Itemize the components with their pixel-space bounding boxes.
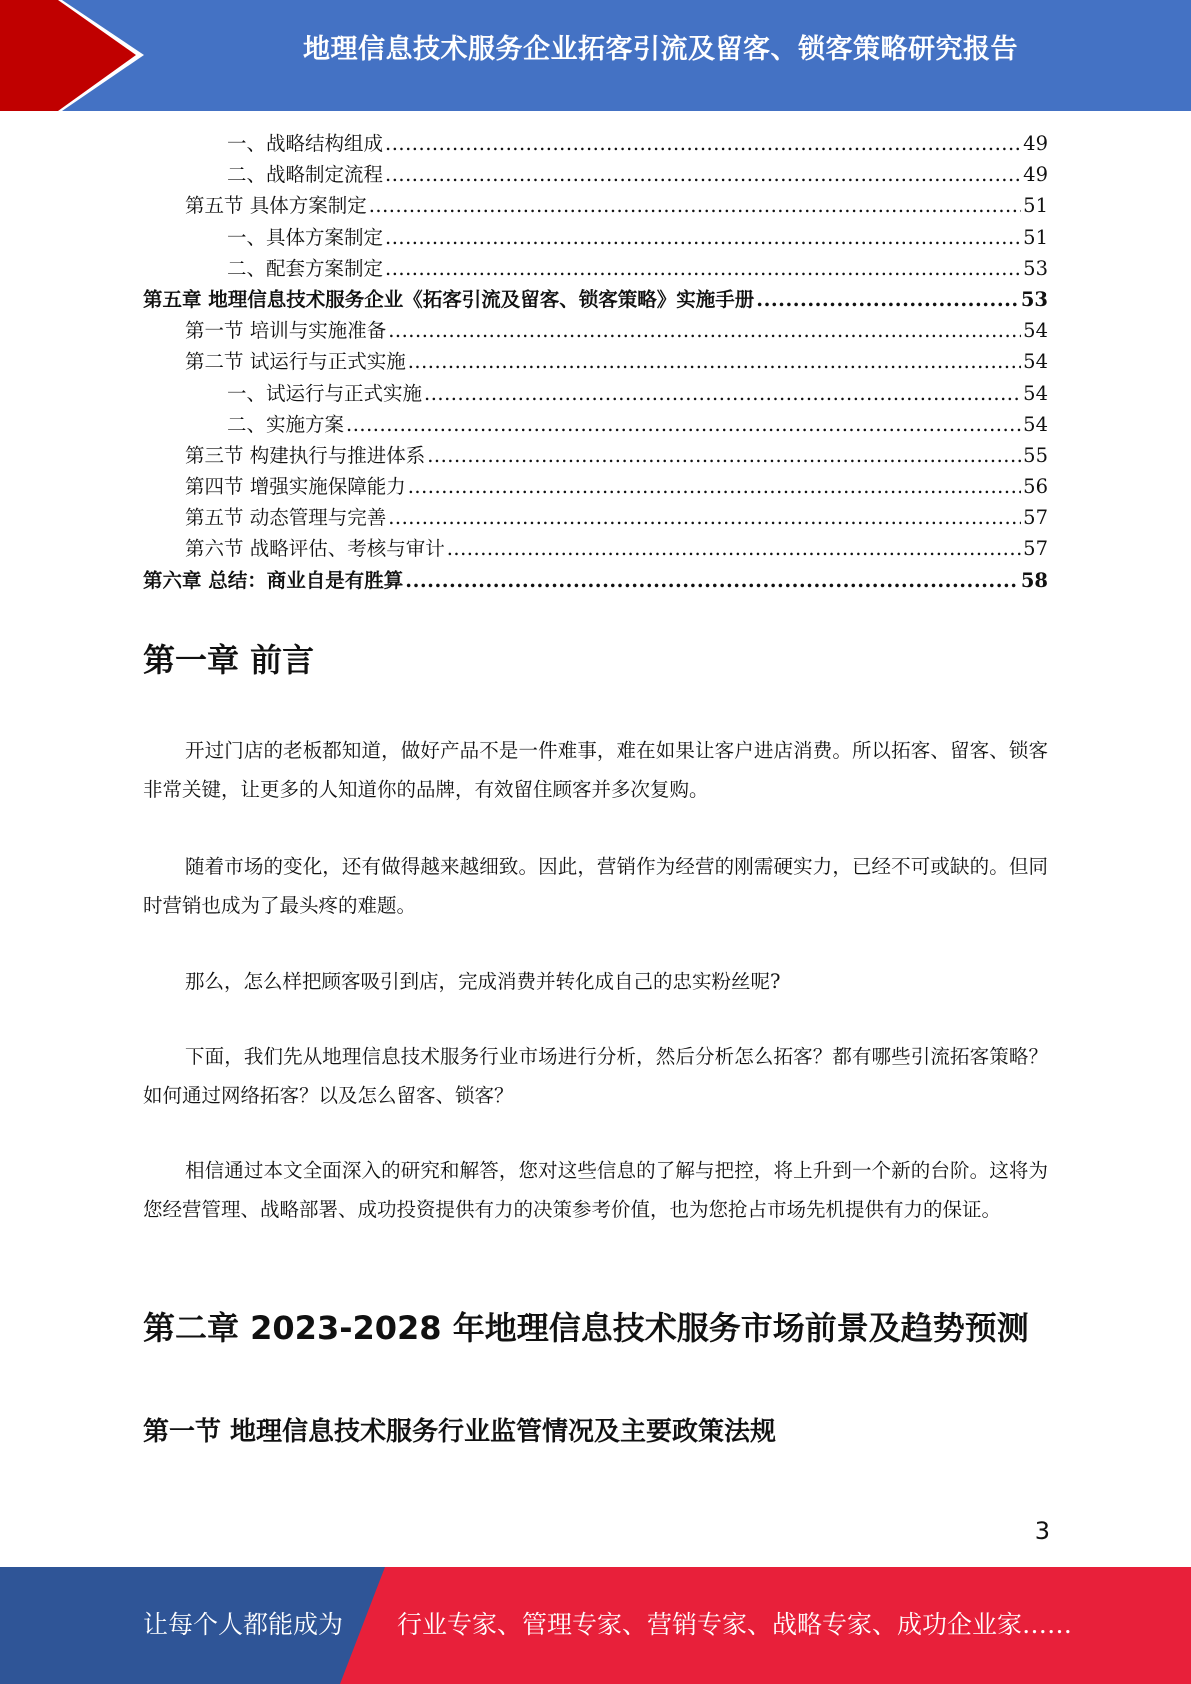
toc-entry[interactable]	[143, 440, 1048, 471]
toc-entry-page: 51	[1023, 225, 1048, 249]
page-footer	[0, 1567, 1191, 1684]
chapter-1-paragraph: 下面，我们先从地理信息技术服务行业市场进行分析，然后分析怎么拓客？都有哪些引流拓客策略？如何通过网络拓客？以及怎么留客、锁客？	[143, 1045, 1048, 1107]
toc-leader-dots	[756, 284, 1019, 315]
toc-entry-page: 51	[1023, 194, 1048, 218]
toc-leader-dots	[385, 128, 1021, 159]
footer-slogan-left: 让每个人都能成为	[143, 1610, 344, 1639]
toc-entry[interactable]	[143, 502, 1048, 533]
toc-entry-page: 54	[1023, 412, 1048, 436]
table-of-contents	[143, 128, 1048, 596]
toc-entry-title: 第六章 总结：商业自是有胜算	[143, 568, 404, 592]
toc-entry[interactable]	[143, 128, 1048, 159]
toc-entry-title: 第一节 培训与实施准备	[185, 319, 387, 343]
toc-entry[interactable]	[143, 565, 1048, 596]
toc-entry-title: 二、战略制定流程	[227, 163, 384, 187]
chapter-1-paragraph: 随着市场的变化，还有做得越来越细致。因此，营销作为经营的刚需硬实力，已经不可或缺的。但同时营销也成为了最头疼的难题。	[143, 855, 1048, 917]
toc-leader-dots	[447, 533, 1021, 564]
toc-entry-page: 54	[1023, 381, 1048, 405]
toc-leader-dots	[424, 378, 1021, 409]
toc-entry-page: 58	[1020, 568, 1048, 592]
toc-leader-dots	[427, 440, 1021, 471]
chapter-1-paragraph: 开过门店的老板都知道，做好产品不是一件难事，难在如果让客户进店消费。所以拓客、留客、锁客非常关键，让更多的人知道你的品牌，有效留住顾客并多次复购。	[143, 739, 1048, 801]
toc-leader-dots	[405, 565, 1019, 596]
page-header	[0, 0, 1191, 111]
toc-leader-dots	[408, 471, 1021, 502]
toc-leader-dots	[369, 190, 1021, 221]
toc-entry-title: 第五章 地理信息技术服务企业《拓客引流及留客、锁客策略》实施手册	[143, 287, 755, 311]
toc-entry-page: 55	[1023, 443, 1048, 467]
chapter-1-paragraph: 那么，怎么样把顾客吸引到店，完成消费并转化成自己的忠实粉丝呢?	[185, 970, 781, 993]
toc-leader-dots	[385, 159, 1021, 190]
toc-entry-page: 53	[1020, 287, 1048, 311]
toc-entry[interactable]	[143, 222, 1048, 253]
chapter-1-heading: 第一章 前言	[143, 641, 315, 679]
toc-entry-title: 二、实施方案	[227, 412, 345, 436]
toc-entry-title: 第六节 战略评估、考核与审计	[185, 537, 445, 561]
toc-entry[interactable]	[143, 253, 1048, 284]
toc-entry-page: 57	[1023, 506, 1048, 530]
toc-entry-title: 第二节 试运行与正式实施	[185, 350, 406, 374]
toc-entry-page: 53	[1023, 256, 1048, 280]
section-heading: 第一节 地理信息技术服务行业监管情况及主要政策法规	[143, 1417, 777, 1447]
toc-entry-page: 56	[1023, 475, 1048, 499]
toc-leader-dots	[388, 315, 1021, 346]
toc-entry[interactable]	[143, 378, 1048, 409]
toc-entry-title: 一、具体方案制定	[227, 225, 384, 249]
toc-entry-title: 一、战略结构组成	[227, 132, 384, 155]
chapter-2-heading: 第二章 2023-2028 年地理信息技术服务市场前景及趋势预测	[143, 1309, 1029, 1347]
toc-leader-dots	[385, 222, 1021, 253]
toc-leader-dots	[346, 409, 1021, 440]
toc-entry[interactable]	[143, 346, 1048, 377]
toc-entry-title: 第四节 增强实施保障能力	[185, 475, 406, 499]
toc-entry[interactable]	[143, 159, 1048, 190]
toc-entry-page: 54	[1023, 319, 1048, 343]
toc-entry-page: 49	[1023, 163, 1048, 187]
toc-entry-title: 第五节 动态管理与完善	[185, 506, 387, 530]
toc-entry-title: 第五节 具体方案制定	[185, 194, 367, 218]
toc-entry-page: 57	[1023, 537, 1048, 561]
toc-entry[interactable]	[143, 190, 1048, 221]
toc-leader-dots	[408, 346, 1021, 377]
toc-entry-page: 54	[1023, 350, 1048, 374]
toc-entry[interactable]	[143, 409, 1048, 440]
toc-entry[interactable]	[143, 284, 1048, 315]
toc-leader-dots	[385, 253, 1021, 284]
report-title: 地理信息技术服务企业拓客引流及留客、锁客策略研究报告	[303, 34, 1018, 65]
footer-slogan-right: 行业专家、管理专家、营销专家、战略专家、成功企业家……	[397, 1610, 1073, 1639]
toc-entry[interactable]	[143, 315, 1048, 346]
toc-entry[interactable]	[143, 471, 1048, 502]
toc-entry-title: 一、试运行与正式实施	[227, 381, 423, 405]
toc-leader-dots	[388, 502, 1021, 533]
toc-entry-title: 第三节 构建执行与推进体系	[185, 443, 426, 467]
chapter-1-paragraph: 相信通过本文全面深入的研究和解答，您对这些信息的了解与把控，将上升到一个新的台阶。这将为您经营管理、战略部署、成功投资提供有力的决策参考价值，也为您抢占市场先机提供有力的保证。	[143, 1159, 1048, 1221]
toc-entry-page: 49	[1023, 132, 1048, 155]
page-number: 3	[1034, 1517, 1050, 1545]
toc-entry[interactable]	[143, 533, 1048, 564]
header-arrow-icon	[0, 0, 170, 111]
toc-entry-title: 二、配套方案制定	[227, 256, 384, 280]
